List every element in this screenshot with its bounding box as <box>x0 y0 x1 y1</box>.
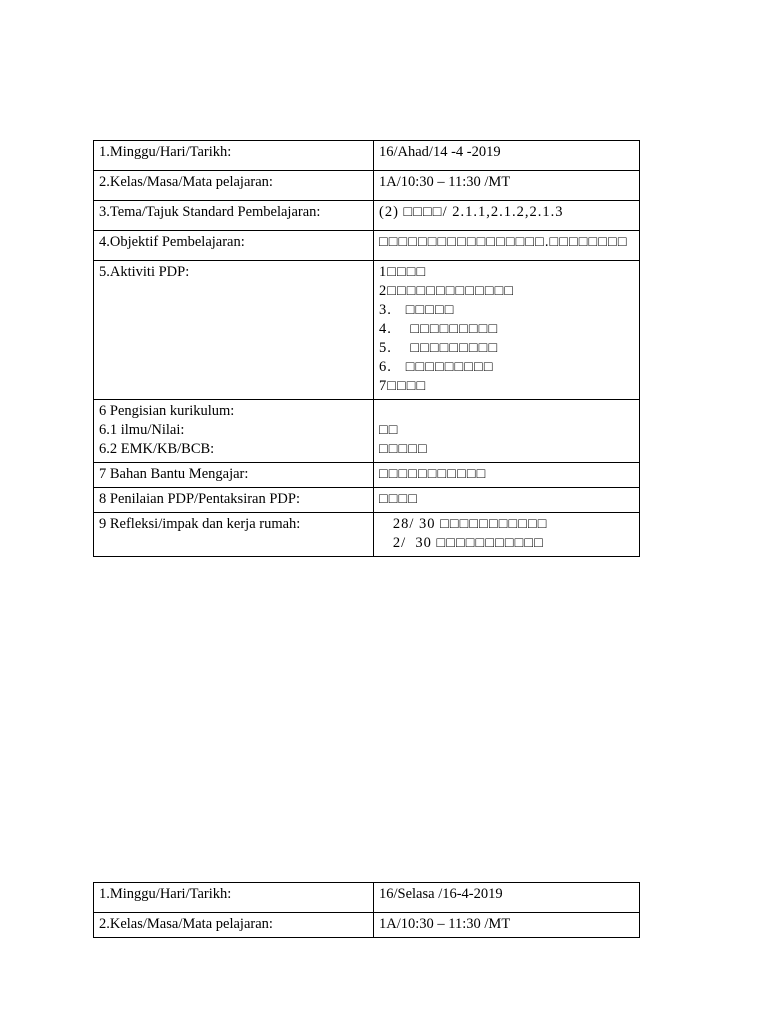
row-value-list <box>374 513 640 557</box>
table-row <box>94 883 640 913</box>
row-value-list <box>374 400 640 463</box>
curriculum-value: □□□□□ <box>379 441 428 457</box>
curriculum-label: 6.1 ilmu/Nilai: <box>99 422 185 438</box>
lesson-plan-table-2 <box>93 882 640 938</box>
row-label: 2.Kelas/Masa/Mata pelajaran: <box>94 913 374 938</box>
table-row <box>94 513 640 557</box>
activity-line: 5. □□□□□□□□□ <box>379 340 499 356</box>
reflection-line: 2/ 30 □□□□□□□□□□□ <box>379 535 544 551</box>
activity-line: 4. □□□□□□□□□ <box>379 321 499 337</box>
curriculum-value <box>379 402 634 421</box>
row-label: 9 Refleksi/impak dan kerja rumah: <box>94 513 374 557</box>
row-value: 16/Ahad/14 -4 -2019 <box>374 141 640 171</box>
row-value: □□□□ <box>374 488 640 513</box>
row-value: 1A/10:30 – 11:30 /MT <box>374 913 640 938</box>
row-value: 1A/10:30 – 11:30 /MT <box>374 171 640 201</box>
table-row <box>94 463 640 488</box>
reflection-line: 28/ 30 □□□□□□□□□□□ <box>379 516 548 532</box>
table-row <box>94 261 640 400</box>
row-label: 7 Bahan Bantu Mengajar: <box>94 463 374 488</box>
table-row <box>94 400 640 463</box>
curriculum-label: 6.2 EMK/KB/BCB: <box>99 441 215 457</box>
row-label: 3.Tema/Tajuk Standard Pembelajaran: <box>94 201 374 231</box>
row-value: □□□□□□□□□□□ <box>374 463 640 488</box>
table-row <box>94 141 640 171</box>
row-label: 1.Minggu/Hari/Tarikh: <box>94 141 374 171</box>
table-row <box>94 231 640 261</box>
row-label: 4.Objektif Pembelajaran: <box>94 231 374 261</box>
row-label: 8 Penilaian PDP/Pentaksiran PDP: <box>94 488 374 513</box>
curriculum-value: □□ <box>379 422 399 438</box>
table-row <box>94 488 640 513</box>
lesson-plan-table-1 <box>93 140 640 557</box>
table-row <box>94 201 640 231</box>
row-label: 2.Kelas/Masa/Mata pelajaran: <box>94 171 374 201</box>
activity-line: 1□□□□ <box>379 264 427 280</box>
row-value: 16/Selasa /16-4-2019 <box>374 883 640 913</box>
table-row <box>94 913 640 938</box>
row-value: □□□□□□□□□□□□□□□□□.□□□□□□□□ <box>374 231 640 261</box>
row-label: 5.Aktiviti PDP: <box>94 261 374 400</box>
activity-line: 6. □□□□□□□□□ <box>379 359 494 375</box>
row-label-list <box>94 400 374 463</box>
row-label: 1.Minggu/Hari/Tarikh: <box>94 883 374 913</box>
activity-line: 3. □□□□□ <box>379 302 455 318</box>
activity-line: 7□□□□ <box>379 378 427 394</box>
curriculum-label: 6 Pengisian kurikulum: <box>99 403 235 419</box>
row-value: (2) □□□□/ 2.1.1,2.1.2,2.1.3 <box>374 201 640 231</box>
table-row <box>94 171 640 201</box>
row-value-list <box>374 261 640 400</box>
activity-line: 2□□□□□□□□□□□□□ <box>379 283 515 299</box>
